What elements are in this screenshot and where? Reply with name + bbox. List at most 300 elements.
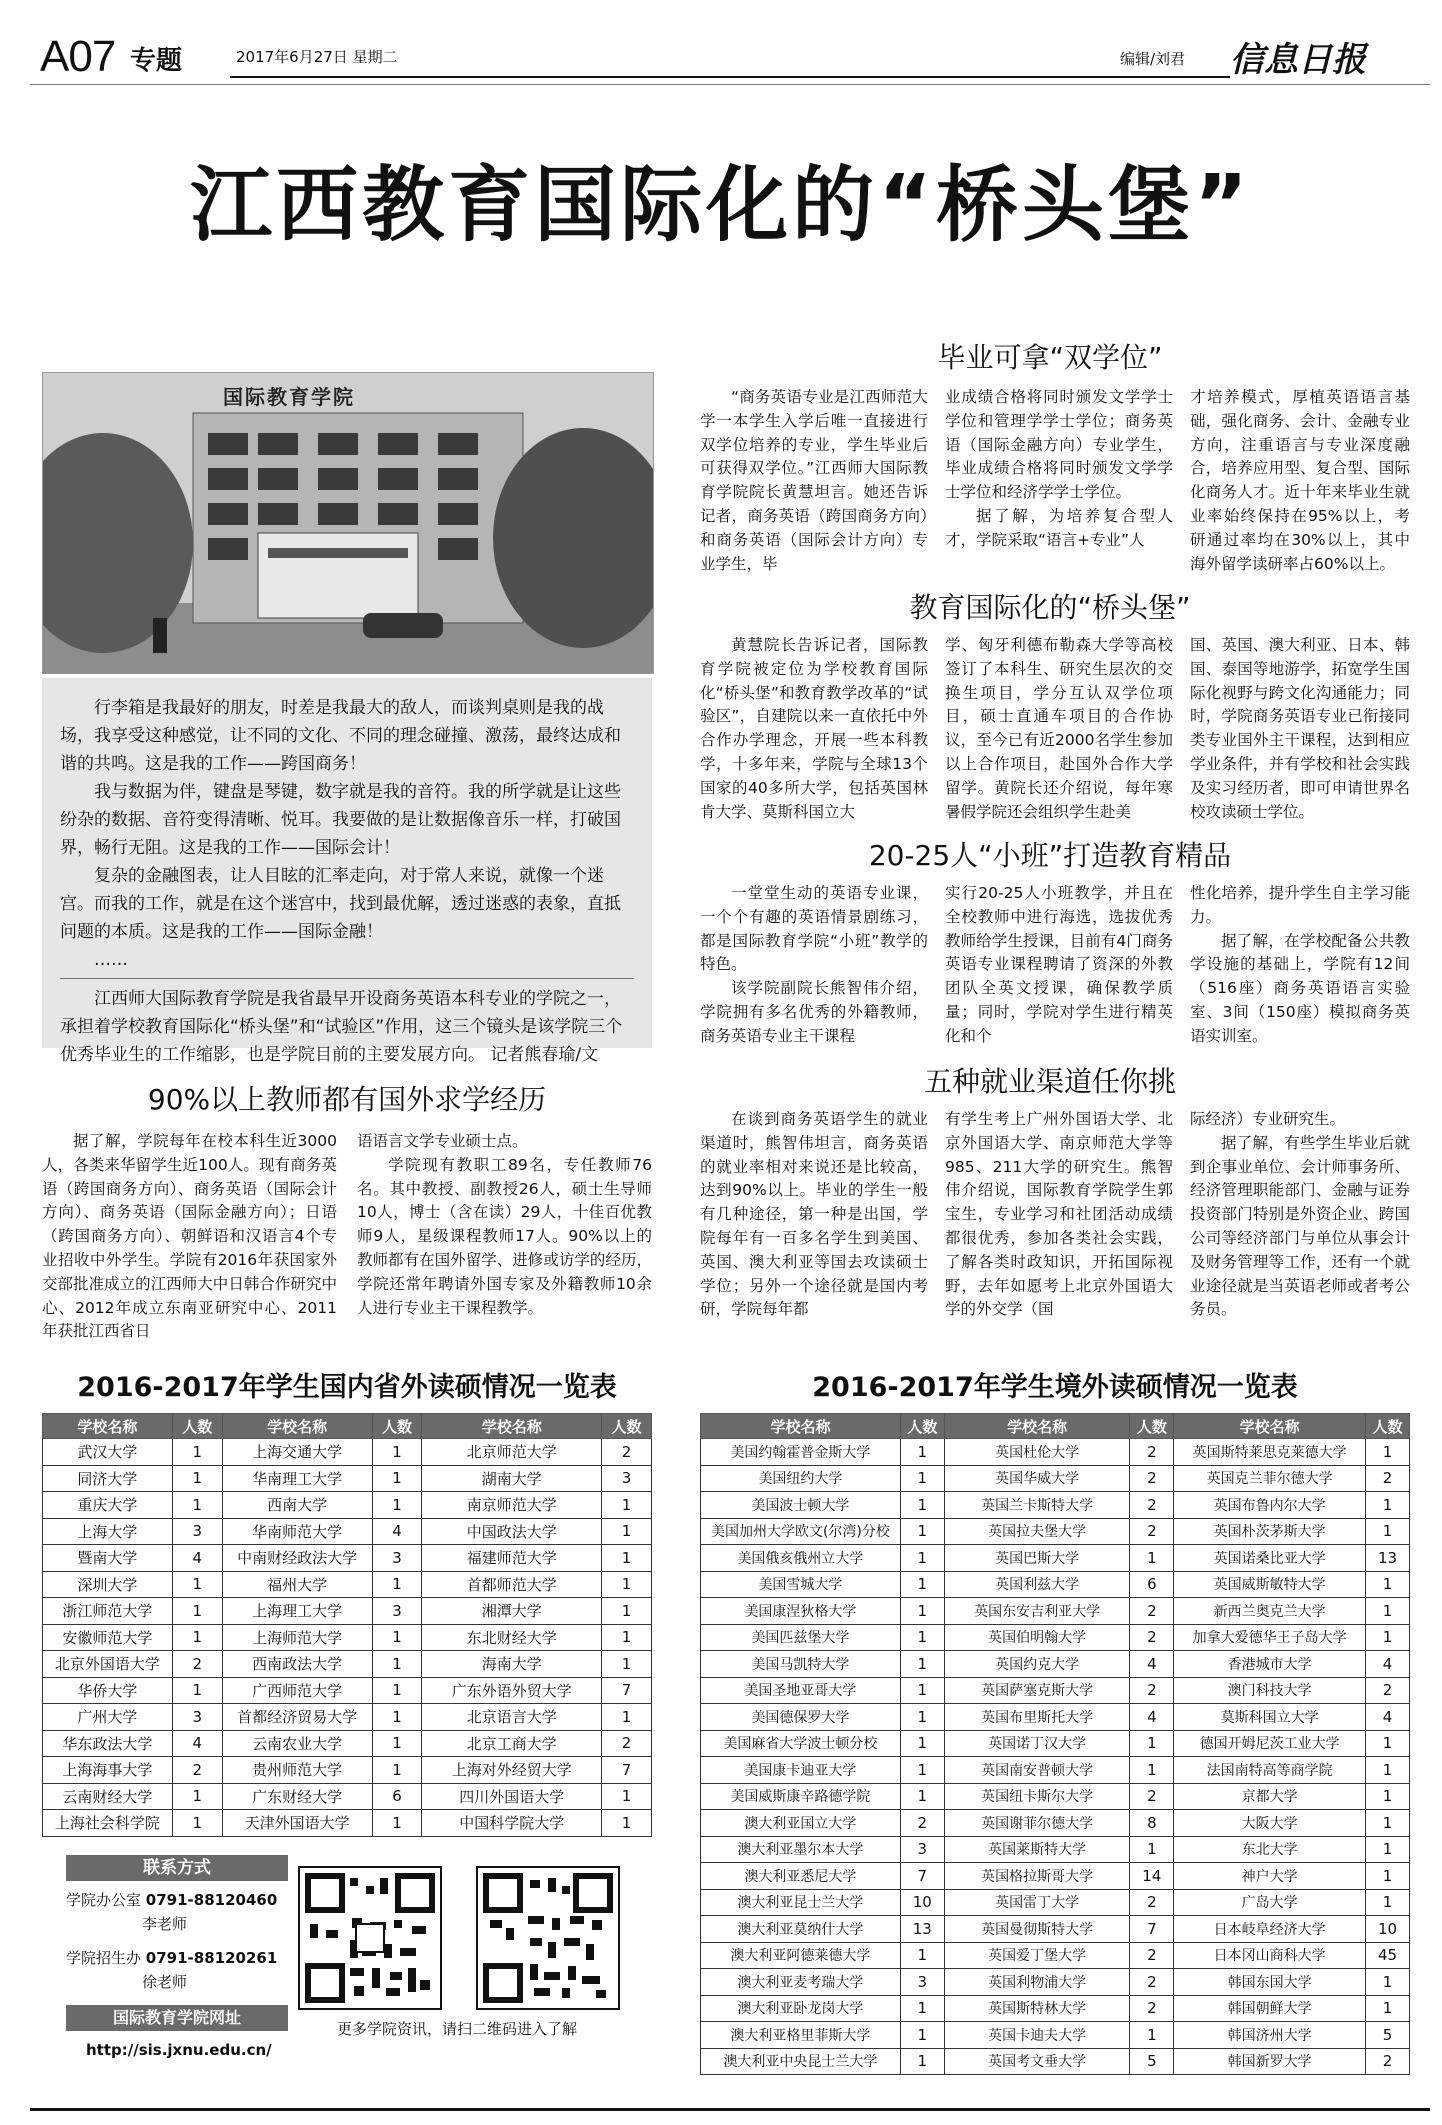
table-header-cell: 学校名称	[43, 1414, 173, 1439]
school-name-cell: 广东财经大学	[222, 1783, 372, 1810]
student-count-cell: 1	[172, 1492, 222, 1519]
school-name-cell: 大阪大学	[1174, 1810, 1366, 1837]
student-count-cell: 1	[1366, 1889, 1410, 1916]
school-name-cell: 北京工商大学	[422, 1730, 602, 1757]
student-count-cell: 2	[172, 1651, 222, 1678]
section-title: 五种就业渠道任你挑	[923, 1065, 1176, 1098]
article-column	[1190, 882, 1410, 1049]
article-paragraph: 实行20-25人小班教学，并且在全校教师中进行海选，选拔优秀教师给学生授课，目前有4门商务英语专业课程聘请了资深的外教团队全英文授课，确保教学质量；同时，学院对学生进行精英化和个	[945, 884, 1173, 1045]
student-count-cell: 1	[900, 2022, 944, 2049]
school-name-cell: 美国波士顿大学	[701, 1492, 901, 1519]
article-column	[42, 1130, 337, 1344]
admission-line	[66, 1947, 277, 1968]
article-paragraph: 才培养模式，厚植英语语言基础，强化商务、会计、金融专业方向，注重语言与专业深度融合，培养应用型、复合型、国际化商务人才。近十年来毕业生就业率始终保持在95%以上，考研通过率均在30%以上，其中海外留学读研率占60%以上。	[1190, 388, 1410, 573]
school-name-cell: 美国圣地亚哥大学	[701, 1677, 901, 1704]
section-title: 毕业可拿“双学位”	[937, 341, 1163, 374]
school-name-cell: 神户大学	[1174, 1863, 1366, 1890]
school-name-cell: 海南大学	[422, 1651, 602, 1678]
student-count-cell: 4	[172, 1545, 222, 1572]
school-name-cell: 同济大学	[43, 1465, 173, 1492]
section-title: 90%以上教师都有国外求学经历	[147, 1083, 547, 1116]
student-count-cell: 1	[900, 1677, 944, 1704]
qr-pattern	[300, 1868, 440, 2008]
school-name-cell: 北京师范大学	[422, 1439, 602, 1466]
student-count-cell: 1	[900, 1783, 944, 1810]
school-name-cell: 湘潭大学	[422, 1598, 602, 1625]
student-count-cell: 1	[602, 1783, 652, 1810]
table-row	[701, 1704, 1410, 1731]
table-row	[701, 1969, 1410, 1996]
newspaper-logo: 信息日报	[1230, 40, 1366, 80]
school-name-cell: 法国南特高等商学院	[1174, 1757, 1366, 1784]
student-count-cell: 6	[372, 1783, 422, 1810]
school-name-cell: 美国匹兹堡大学	[701, 1624, 901, 1651]
school-name-cell: 美国加州大学欧文(尔湾)分校	[701, 1518, 901, 1545]
school-name-cell: 英国谢菲尔德大学	[944, 1810, 1130, 1837]
student-count-cell: 1	[900, 1492, 944, 1519]
student-count-cell: 1	[1130, 1730, 1174, 1757]
student-count-cell: 1	[372, 1465, 422, 1492]
school-name-cell: 东北财经大学	[422, 1624, 602, 1651]
student-count-cell: 1	[900, 1995, 944, 2022]
office-person: 李老师	[142, 1915, 188, 1933]
school-name-cell: 澳门科技大学	[1174, 1677, 1366, 1704]
school-name-cell: 东北大学	[1174, 1836, 1366, 1863]
qr-code-left[interactable]	[298, 1866, 442, 2010]
school-name-cell: 北京语言大学	[422, 1704, 602, 1731]
student-count-cell: 1	[1366, 1492, 1410, 1519]
student-count-cell: 4	[172, 1730, 222, 1757]
student-count-cell: 1	[1130, 1757, 1174, 1784]
school-name-cell: 暨南大学	[43, 1545, 173, 1572]
student-count-cell: 2	[1130, 1942, 1174, 1969]
student-count-cell: 1	[602, 1571, 652, 1598]
school-name-cell: 云南财经大学	[43, 1783, 173, 1810]
student-count-cell: 1	[172, 1571, 222, 1598]
feature-paragraph: 我与数据为伴，键盘是琴键，数字就是我的音符。我的所学就是让这些纷杂的数据、音符变得清晰、悦耳。我要做的是让数据像音乐一样，打破国界，畅行无阻。这是我的工作——国际会计！	[60, 782, 621, 858]
school-name-cell: 澳大利亚墨尔本大学	[701, 1836, 901, 1863]
school-name-cell: 中南财经政法大学	[222, 1545, 372, 1572]
article-column	[357, 1130, 652, 1320]
school-name-cell: 英国诺丁汉大学	[944, 1730, 1130, 1757]
school-name-cell: 日本岐阜经济大学	[1174, 1916, 1366, 1943]
student-count-cell: 1	[900, 1704, 944, 1731]
student-count-cell: 1	[1366, 1969, 1410, 1996]
student-count-cell: 45	[1366, 1942, 1410, 1969]
school-name-cell: 湖南大学	[422, 1465, 602, 1492]
table-row	[701, 1598, 1410, 1625]
student-count-cell: 1	[900, 1942, 944, 1969]
table-row	[43, 1571, 652, 1598]
school-name-cell: 英国南安普顿大学	[944, 1757, 1130, 1784]
feature-ellipsis: ……	[94, 950, 128, 970]
school-name-cell: 澳大利亚国立大学	[701, 1810, 901, 1837]
table-header-cell: 人数	[1130, 1414, 1174, 1439]
school-name-cell: 英国曼彻斯特大学	[944, 1916, 1130, 1943]
school-name-cell: 英国威斯敏特大学	[1174, 1571, 1366, 1598]
table-row	[43, 1598, 652, 1625]
article-paragraph: 性化培养，提升学生自主学习能力。	[1190, 884, 1410, 926]
school-name-cell: 华南理工大学	[222, 1465, 372, 1492]
website-link[interactable]: http://sis.jxnu.edu.cn/	[86, 2041, 272, 2059]
student-count-cell: 1	[1366, 1757, 1410, 1784]
table-row	[701, 1571, 1410, 1598]
school-name-cell: 浙江师范大学	[43, 1598, 173, 1625]
table-row	[701, 1916, 1410, 1943]
student-count-cell: 2	[1366, 2048, 1410, 2075]
school-name-cell: 华东政法大学	[43, 1730, 173, 1757]
school-name-cell: 深圳大学	[43, 1571, 173, 1598]
table-row	[701, 2048, 1410, 2075]
table-header-row	[701, 1414, 1410, 1439]
school-name-cell: 英国拉夫堡大学	[944, 1518, 1130, 1545]
school-name-cell: 英国伯明翰大学	[944, 1624, 1130, 1651]
qr-pattern	[478, 1868, 618, 2008]
student-count-cell: 1	[1130, 1545, 1174, 1572]
school-name-cell: 美国麻省大学波士顿分校	[701, 1730, 901, 1757]
student-count-cell: 2	[1130, 1598, 1174, 1625]
table-row	[43, 1624, 652, 1651]
school-name-cell: 天津外国语大学	[222, 1810, 372, 1837]
student-count-cell: 1	[900, 1730, 944, 1757]
school-name-cell: 德国开姆尼茨工业大学	[1174, 1730, 1366, 1757]
table-row	[701, 1730, 1410, 1757]
article-column	[1190, 386, 1410, 576]
student-count-cell: 1	[172, 1810, 222, 1837]
student-count-cell: 10	[900, 1889, 944, 1916]
school-name-cell: 美国马凯特大学	[701, 1651, 901, 1678]
school-name-cell: 澳大利亚阿德莱德大学	[701, 1942, 901, 1969]
school-name-cell: 广州大学	[43, 1704, 173, 1731]
table-row	[701, 1889, 1410, 1916]
table-row	[701, 1492, 1410, 1519]
domestic-admission-table	[42, 1413, 652, 1837]
school-name-cell: 英国莱斯特大学	[944, 1836, 1130, 1863]
table-row	[701, 1783, 1410, 1810]
table-row	[701, 1942, 1410, 1969]
student-count-cell: 3	[172, 1704, 222, 1731]
school-name-cell: 英国利兹大学	[944, 1571, 1130, 1598]
overseas-admission-table	[700, 1413, 1410, 2075]
article-column	[945, 1108, 1173, 1322]
school-name-cell: 广西师范大学	[222, 1677, 372, 1704]
student-count-cell: 1	[602, 1598, 652, 1625]
student-count-cell: 6	[1130, 1571, 1174, 1598]
table-row	[43, 1465, 652, 1492]
article-column	[945, 882, 1173, 1049]
school-name-cell: 英国斯特林大学	[944, 1995, 1130, 2022]
student-count-cell: 1	[900, 1465, 944, 1492]
school-name-cell: 贵州师范大学	[222, 1757, 372, 1784]
student-count-cell: 3	[900, 1836, 944, 1863]
student-count-cell: 1	[900, 1757, 944, 1784]
section-name: 专题	[130, 46, 183, 76]
school-name-cell: 英国雷丁大学	[944, 1889, 1130, 1916]
student-count-cell: 2	[1366, 1677, 1410, 1704]
school-name-cell: 英国朴茨茅斯大学	[1174, 1518, 1366, 1545]
school-name-cell: 四川外国语大学	[422, 1783, 602, 1810]
student-count-cell: 1	[372, 1757, 422, 1784]
school-name-cell: 新西兰奥克兰大学	[1174, 1598, 1366, 1625]
student-count-cell: 7	[1130, 1916, 1174, 1943]
table-header-cell: 人数	[172, 1414, 222, 1439]
article-column	[945, 386, 1173, 553]
student-count-cell: 1	[372, 1439, 422, 1466]
school-name-cell: 重庆大学	[43, 1492, 173, 1519]
table-row	[43, 1545, 652, 1572]
school-name-cell: 英国布里斯托大学	[944, 1704, 1130, 1731]
school-name-cell: 英国利物浦大学	[944, 1969, 1130, 1996]
school-name-cell: 广岛大学	[1174, 1889, 1366, 1916]
student-count-cell: 3	[372, 1598, 422, 1625]
school-name-cell: 英国约克大学	[944, 1651, 1130, 1678]
school-name-cell: 澳大利亚格里菲斯大学	[701, 2022, 901, 2049]
office-label: 学院办公室	[66, 1891, 142, 1909]
table-row	[43, 1651, 652, 1678]
table-row	[43, 1677, 652, 1704]
article-paragraph: 学院现有教职工89名，专任教师76名。其中教授、副教授26人，硕士生导师10人，博士（含在读）29人，十佳百优教师9人，星级课程教师17人。90%以上的教师都有在国外留学、进修或访学的经历，学院还常年聘请外国专家及外籍教师10余人进行专业主干课程教学。	[357, 1155, 652, 1317]
article-paragraph: “商务英语专业是江西师范大学一本学生入学后唯一直接进行双学位培养的专业，学生毕业后可获得双学位。”江西师大国际教育学院院长黄慧坦言。她还告诉记者，商务英语（跨国商务方向）和商务英语（国际会计方向）专业学生，毕	[700, 388, 928, 573]
student-count-cell: 2	[1130, 1624, 1174, 1651]
table-row	[43, 1439, 652, 1466]
school-name-cell: 英国考文垂大学	[944, 2048, 1130, 2075]
student-count-cell: 1	[900, 1439, 944, 1466]
contact-title: 联系方式	[66, 1855, 288, 1881]
issue-date: 2017年6月27日 星期二	[236, 48, 398, 66]
school-name-cell: 美国德保罗大学	[701, 1704, 901, 1731]
article-paragraph: 黄慧院长告诉记者，国际教育学院被定位为学校教育国际化“桥头堡”和教育教学改革的“试验区”，自建院以来一直依托中外合作办学理念，开展一些本科教学，十多年来，学院与全球13个国家的40多所大学，包括英国林肯大学、莫斯科国立大	[700, 636, 928, 821]
article-paragraph: 该学院副院长熊智伟介绍，学院拥有多名优秀的外籍教师，商务英语专业主干课程	[700, 979, 928, 1045]
editor-credit: 编辑/刘君	[1120, 50, 1186, 68]
masthead-rule-thin	[30, 84, 1430, 85]
school-name-cell: 日本冈山商科大学	[1174, 1942, 1366, 1969]
school-name-cell: 莫斯科国立大学	[1174, 1704, 1366, 1731]
student-count-cell: 8	[1130, 1810, 1174, 1837]
school-name-cell: 西南政法大学	[222, 1651, 372, 1678]
table-row	[43, 1810, 652, 1837]
school-name-cell: 美国康卡迪亚大学	[701, 1757, 901, 1784]
student-count-cell: 4	[1366, 1704, 1410, 1731]
school-name-cell: 韩国朝鲜大学	[1174, 1995, 1366, 2022]
building-sign: 国际教育学院	[223, 385, 355, 409]
article-paragraph: 在谈到商务英语学生的就业渠道时，熊智伟坦言，商务英语的就业率相对来说还是比较高，达到90%以上。毕业的学生一般有几种途径，第一种是出国，学院每年有一百多名学生到美国、英国、澳大利亚等国去攻读硕士学位；另外一个途径就是国内考研，学院每年都	[700, 1110, 928, 1319]
student-count-cell: 1	[172, 1598, 222, 1625]
table-header-cell: 人数	[372, 1414, 422, 1439]
contact-box	[42, 1855, 310, 2085]
qr-caption: 更多学院资讯，请扫二维码进入了解	[336, 2020, 577, 2038]
article-paragraph: 业成绩合格将同时颁发文学学士学位和管理学学士学位；商务英语（国际金融方向）专业学生，毕业成绩合格将同时颁发文学学士学位和经济学学士学位。	[945, 388, 1173, 502]
table-row	[701, 1677, 1410, 1704]
table-row	[43, 1704, 652, 1731]
school-name-cell: 福建师范大学	[422, 1545, 602, 1572]
student-count-cell: 13	[900, 1916, 944, 1943]
school-name-cell: 澳大利亚麦考瑞大学	[701, 1969, 901, 1996]
feature-paragraph: 江西师大国际教育学院是我省最早开设商务英语本科专业的学院之一，承担着学校教育国际化“桥头堡”和“试验区”作用，这三个镜头是该学院三个优秀毕业生的工作缩影，也是学院目前的主要发展方向。 记者熊春瑜/文	[60, 989, 623, 1065]
student-count-cell: 1	[900, 1598, 944, 1625]
student-count-cell: 1	[602, 1545, 652, 1572]
school-name-cell: 上海大学	[43, 1518, 173, 1545]
table-row	[701, 1624, 1410, 1651]
school-name-cell: 华侨大学	[43, 1677, 173, 1704]
table-row	[43, 1730, 652, 1757]
student-count-cell: 13	[1366, 1545, 1410, 1572]
student-count-cell: 1	[602, 1492, 652, 1519]
student-count-cell: 7	[602, 1757, 652, 1784]
article-column	[700, 634, 928, 824]
student-count-cell: 10	[1366, 1916, 1410, 1943]
student-count-cell: 2	[1130, 1492, 1174, 1519]
school-name-cell: 上海社会科学院	[43, 1810, 173, 1837]
school-name-cell: 西南大学	[222, 1492, 372, 1519]
student-count-cell: 1	[172, 1783, 222, 1810]
student-count-cell: 1	[900, 1518, 944, 1545]
table-row	[701, 1651, 1410, 1678]
table-row	[701, 1518, 1410, 1545]
table-header-cell: 学校名称	[422, 1414, 602, 1439]
website-title: 国际教育学院网址	[66, 2005, 288, 2031]
admission-label: 学院招生办	[66, 1949, 142, 1967]
student-count-cell: 1	[602, 1651, 652, 1678]
page-headline: 江西教育国际化的“桥头堡”	[190, 158, 1252, 253]
school-name-cell: 上海师范大学	[222, 1624, 372, 1651]
student-count-cell: 4	[1130, 1651, 1174, 1678]
building-photo	[42, 372, 654, 674]
school-name-cell: 澳大利亚昆士兰大学	[701, 1889, 901, 1916]
article-paragraph: 一堂堂生动的英语专业课，一个个有趣的英语情景剧练习，都是国际教育学院“小班”教学的特色。	[700, 884, 928, 974]
office-phone[interactable]: 0791-88120460	[145, 1891, 278, 1909]
student-count-cell: 1	[900, 2048, 944, 2075]
school-name-cell: 美国俄亥俄州立大学	[701, 1545, 901, 1572]
student-count-cell: 1	[1366, 1439, 1410, 1466]
student-count-cell: 1	[372, 1624, 422, 1651]
article-paragraph: 有学生考上广州外国语大学、北京外国语大学、南京师范大学等985、211大学的研究生。熊智伟介绍说，国际教育学院学生郭宝生，专业学习和社团活动成绩都很优秀，参加各类社会实践，了解各类时政知识，开拓国际视野，去年如愿考上北京外国语大学的外交学（国	[945, 1110, 1173, 1319]
student-count-cell: 3	[372, 1545, 422, 1572]
school-name-cell: 英国杜伦大学	[944, 1439, 1130, 1466]
student-count-cell: 2	[1366, 1465, 1410, 1492]
student-count-cell: 1	[1366, 1571, 1410, 1598]
student-count-cell: 1	[1366, 1810, 1410, 1837]
student-count-cell: 1	[1366, 1598, 1410, 1625]
school-name-cell: 美国纽约大学	[701, 1465, 901, 1492]
school-name-cell: 英国巴斯大学	[944, 1545, 1130, 1572]
admission-phone[interactable]: 0791-88120261	[145, 1949, 278, 1967]
article-column	[700, 882, 928, 1049]
school-name-cell: 澳大利亚莫纳什大学	[701, 1916, 901, 1943]
table-row	[43, 1492, 652, 1519]
school-name-cell: 英国萨塞克斯大学	[944, 1677, 1130, 1704]
student-count-cell: 1	[900, 1545, 944, 1572]
school-name-cell: 广东外语外贸大学	[422, 1677, 602, 1704]
student-count-cell: 5	[1130, 2048, 1174, 2075]
school-name-cell: 上海对外经贸大学	[422, 1757, 602, 1784]
qr-code-right[interactable]	[476, 1866, 620, 2010]
table-row	[43, 1783, 652, 1810]
table-row	[701, 1995, 1410, 2022]
school-name-cell: 英国爱丁堡大学	[944, 1942, 1130, 1969]
school-name-cell: 英国斯特莱思克莱德大学	[1174, 1439, 1366, 1466]
page-bottom-rule	[30, 2108, 1430, 2111]
school-name-cell: 首都师范大学	[422, 1571, 602, 1598]
article-paragraph: 际经济）专业研究生。	[1190, 1110, 1346, 1128]
page-number: A07	[40, 32, 116, 81]
article-paragraph: 据了解，有些学生毕业后就到企事业单位、会计师事务所、经济管理职能部门、金融与证券投资部门特别是外资企业、跨国公司等经济部门与单位从事会计及财务管理等工作，还有一个就业途径就是当英语老师或者考公务员。	[1190, 1133, 1410, 1319]
student-count-cell: 2	[172, 1757, 222, 1784]
school-name-cell: 中国科学院大学	[422, 1810, 602, 1837]
school-name-cell: 澳大利亚悉尼大学	[701, 1863, 901, 1890]
student-count-cell: 1	[172, 1465, 222, 1492]
student-count-cell: 1	[372, 1651, 422, 1678]
school-name-cell: 福州大学	[222, 1571, 372, 1598]
student-count-cell: 1	[372, 1677, 422, 1704]
table-row	[701, 2022, 1410, 2049]
table-title-domestic: 2016-2017年学生国内省外读硕情况一览表	[77, 1372, 617, 1403]
article-column	[700, 1108, 928, 1322]
student-count-cell: 1	[602, 1810, 652, 1837]
student-count-cell: 4	[1366, 1651, 1410, 1678]
school-name-cell: 上海交通大学	[222, 1439, 372, 1466]
student-count-cell: 7	[900, 1863, 944, 1890]
student-count-cell: 2	[1130, 1995, 1174, 2022]
table-row	[43, 1757, 652, 1784]
student-count-cell: 1	[1130, 2022, 1174, 2049]
table-row	[701, 1863, 1410, 1890]
student-count-cell: 1	[1130, 1836, 1174, 1863]
school-name-cell: 英国格拉斯哥大学	[944, 1863, 1130, 1890]
article-column	[1190, 1108, 1410, 1322]
student-count-cell: 1	[1366, 1836, 1410, 1863]
student-count-cell: 2	[1130, 1969, 1174, 1996]
table-header-cell: 人数	[1366, 1414, 1410, 1439]
article-paragraph: 据了解，学院每年在校本科生近3000人，各类来华留学生近100人。现有商务英语（跨国商务方向）、商务英语（国际会计方向）、商务英语（国际金融方向）；日语（跨国商务方向）、朝鲜语和汉语言4个专业招收中外学生。学院有2016年获国家外交部批准成立的江西师大中日韩合作研究中心、2012年成立东南亚研究中心、2011年获批江西省日	[42, 1132, 337, 1341]
school-name-cell: 美国康涅狄格大学	[701, 1598, 901, 1625]
student-count-cell: 2	[1130, 1465, 1174, 1492]
student-count-cell: 3	[172, 1518, 222, 1545]
student-count-cell: 1	[372, 1571, 422, 1598]
school-name-cell: 韩国东国大学	[1174, 1969, 1366, 1996]
feature-paragraph: 复杂的金融图表，让人目眩的汇率走向，对于常人来说，就像一个迷宫。而我的工作，就是在这个迷宫中，找到最优解，透过迷惑的表象，直抵问题的本质。这是我的工作——国际金融！	[60, 866, 621, 942]
table-title-overseas: 2016-2017年学生境外读硕情况一览表	[812, 1372, 1298, 1403]
student-count-cell: 1	[372, 1704, 422, 1731]
table-header-cell: 学校名称	[1174, 1414, 1366, 1439]
student-count-cell: 7	[602, 1677, 652, 1704]
student-count-cell: 1	[602, 1518, 652, 1545]
table-header-cell: 学校名称	[222, 1414, 372, 1439]
table-row	[701, 1465, 1410, 1492]
article-paragraph: 国、英国、澳大利亚、日本、韩国、泰国等地游学，拓宽学生国际化视野与跨文化沟通能力；同时，学院商务英语专业已衔接同类专业国外主干课程，达到相应学业条件，并有学校和社会实践及实习经历者，即可申请世界名校攻读硕士学位。	[1190, 636, 1410, 821]
table-header-row	[43, 1414, 652, 1439]
student-count-cell: 1	[1366, 1863, 1410, 1890]
student-count-cell: 3	[602, 1465, 652, 1492]
table-header-cell: 学校名称	[701, 1414, 901, 1439]
student-count-cell: 1	[602, 1704, 652, 1731]
school-name-cell: 英国布鲁内尔大学	[1174, 1492, 1366, 1519]
school-name-cell: 英国卡迪夫大学	[944, 2022, 1130, 2049]
school-name-cell: 云南农业大学	[222, 1730, 372, 1757]
article-column	[945, 634, 1173, 824]
student-count-cell: 1	[900, 1571, 944, 1598]
article-column	[700, 386, 928, 576]
student-count-cell: 2	[602, 1730, 652, 1757]
student-count-cell: 1	[172, 1624, 222, 1651]
school-name-cell: 澳大利亚卧龙岗大学	[701, 1995, 901, 2022]
table-header-cell: 学校名称	[944, 1414, 1130, 1439]
student-count-cell: 1	[1366, 1518, 1410, 1545]
admission-person: 徐老师	[142, 1973, 188, 1991]
table-row	[701, 1545, 1410, 1572]
student-count-cell: 1	[1366, 1624, 1410, 1651]
article-column	[1190, 634, 1410, 824]
student-count-cell: 1	[1366, 1995, 1410, 2022]
